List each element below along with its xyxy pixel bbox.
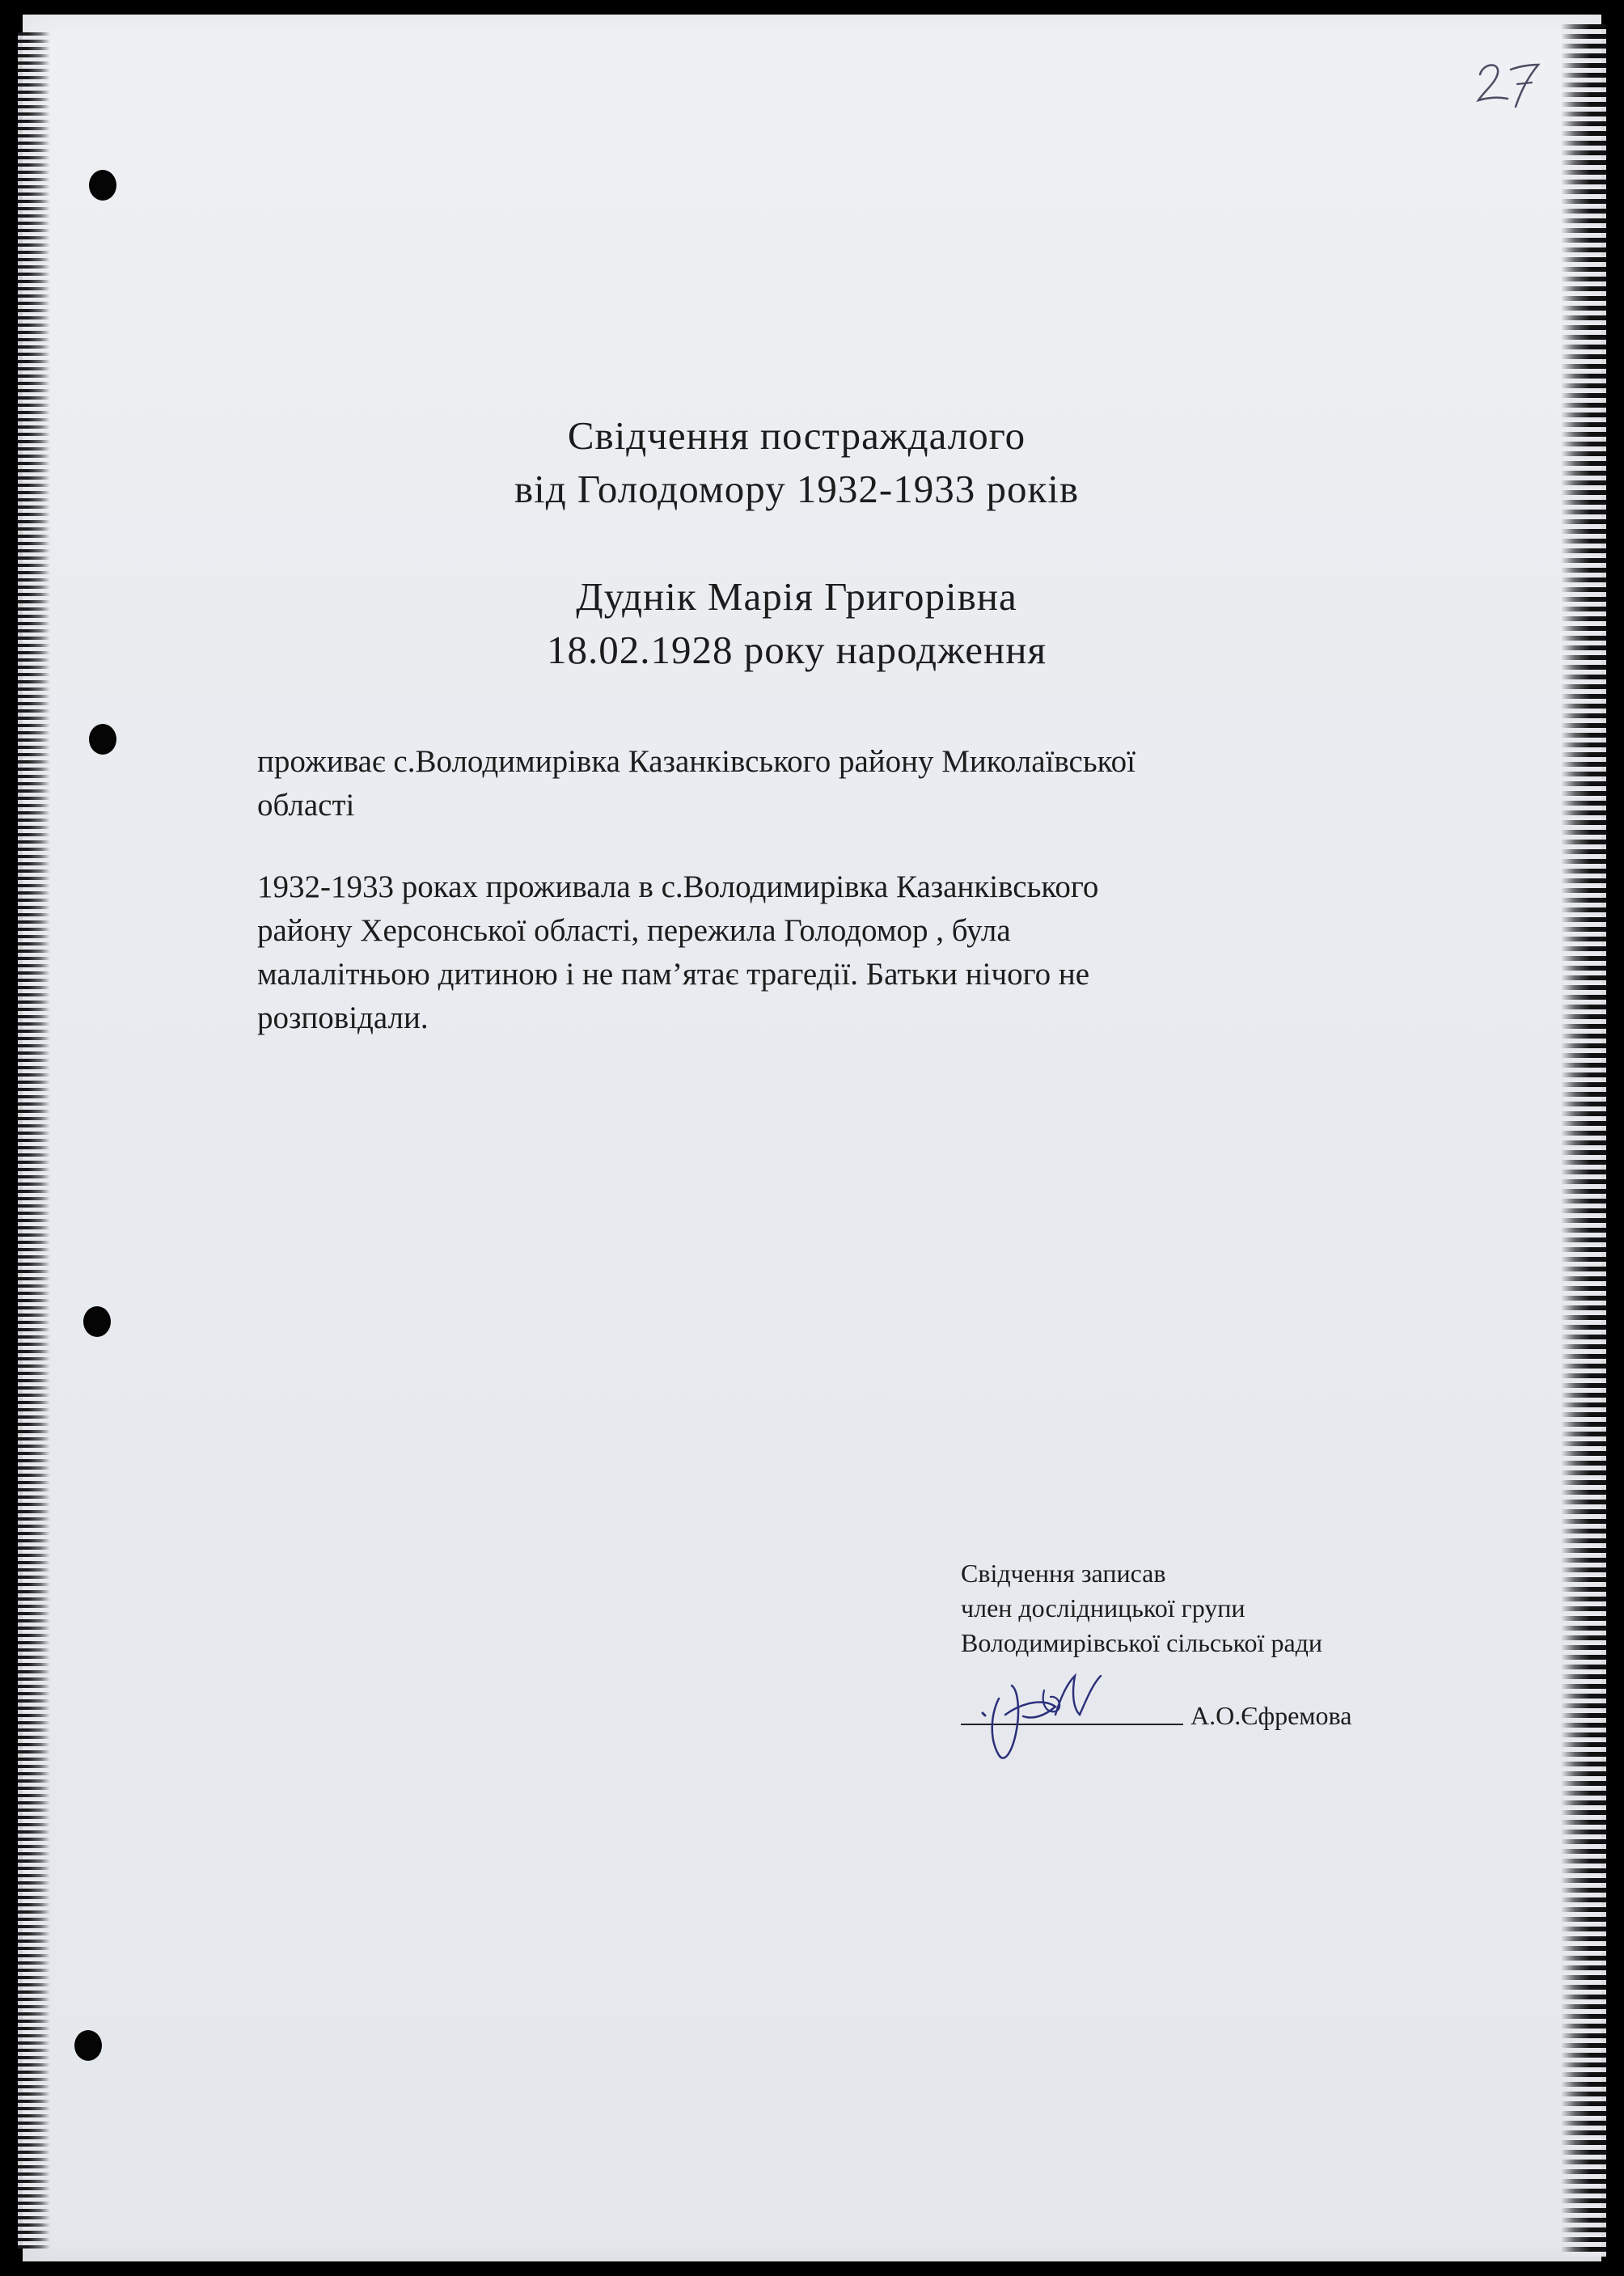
recorder-line-1: Свідчення записав <box>961 1559 1166 1588</box>
paper-sheet <box>23 15 1601 2261</box>
witness-name: Дуднік Марія Григорівна <box>576 574 1017 619</box>
punch-hole <box>89 724 116 755</box>
punch-hole <box>89 170 116 201</box>
residence-line-1: проживає с.Володимирівка Казанківського району Миколаївської <box>257 744 1136 779</box>
testimony-line-3: малалітньою дитиною і не пам’ятає трагедії. Батьки нічого не <box>257 957 1090 992</box>
folio-number-handwritten <box>1472 40 1545 113</box>
punch-hole <box>74 2030 102 2061</box>
recorder-name: А.О.Єфремова <box>1191 1701 1352 1730</box>
residence-line-2: області <box>257 788 355 823</box>
testimony-line-4: розповідали. <box>257 1001 429 1035</box>
recorder-line-3: Володимирівської сільської ради <box>961 1628 1323 1657</box>
document-title-line-1: Свідчення постраждалого <box>567 413 1026 458</box>
witness-birth-date: 18.02.1928 року народження <box>546 628 1047 672</box>
punch-hole <box>83 1306 111 1337</box>
torn-right-edge <box>1561 24 1606 2257</box>
document-title-line-2: від Голодомору 1932-1933 років <box>514 467 1080 511</box>
recorder-line-2: член дослідницької групи <box>961 1593 1245 1622</box>
testimony-line-2: району Херсонської області, пережила Голодомор , була <box>257 913 1011 948</box>
torn-left-edge <box>18 32 50 2249</box>
handwritten-signature <box>966 1666 1136 1771</box>
testimony-line-1: 1932-1933 роках проживала в с.Володимирівка Казанківського <box>257 869 1099 904</box>
